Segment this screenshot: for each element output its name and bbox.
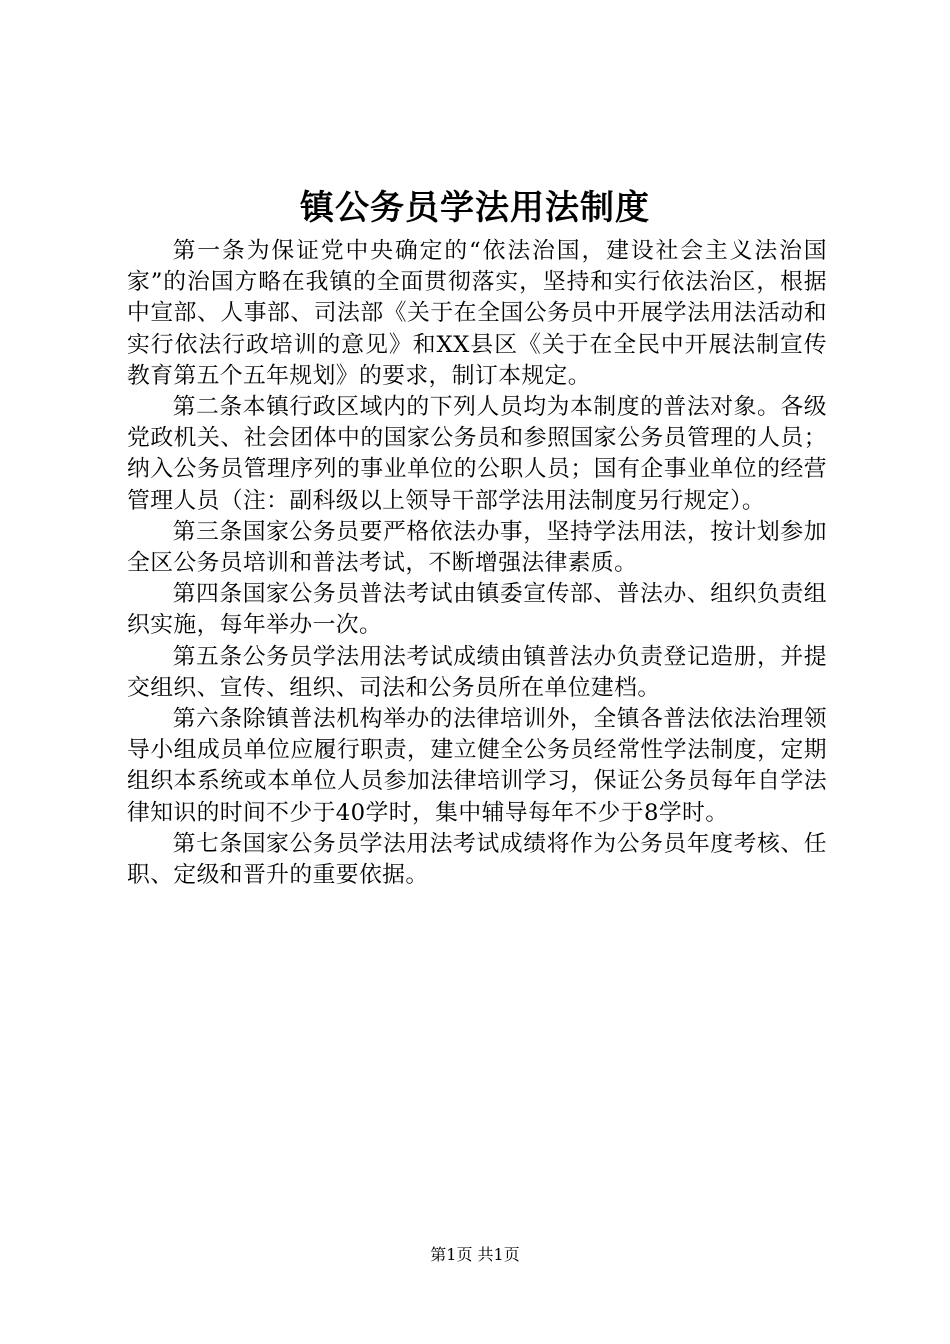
article-2-paragraph: 第二条本镇行政区域内的下列人员均为本制度的普法对象。各级党政机关、社会团体中的国家公务员和参照国家公务员管理的人员；纳入公务员管理序列的事业单位的公职人员；国有企事业单位的经营管理人员（注：副科级以上领导干部学法用法制度另行规定）。 — [127, 394, 827, 514]
article-7-paragraph: 第七条国家公务员学法用法考试成绩将作为公务员年度考核、任职、定级和晋升的重要依据。 — [127, 830, 827, 889]
article-4-paragraph: 第四条国家公务员普法考试由镇委宣传部、普法办、组织负责组织实施，每年举办一次。 — [127, 581, 827, 639]
article-5-paragraph: 第五条公务员学法用法考试成绩由镇普法办负责登记造册，并提交组织、宣传、组织、司法和公务员所在单位建档。 — [127, 643, 827, 701]
article-3-paragraph: 第三条国家公务员要严格依法办事，坚持学法用法，按计划参加全区公务员培训和普法考试，不断增强法律素质。 — [127, 518, 827, 577]
page-footer: 第1页 共1页 — [430, 1245, 520, 1264]
document-body — [127, 236, 827, 891]
article-6-paragraph: 第六条除镇普法机构举办的法律培训外，全镇各普法依法治理领导小组成员单位应履行职责，建立健全公务员经常性学法制度，定期组织本系统或本单位人员参加法律培训学习，保证公务员每年自学法律知识的时间不少于40学时，集中辅导每年不少于8学时。 — [127, 706, 827, 826]
document-title: 镇公务员学法用法制度 — [300, 188, 650, 228]
article-1-paragraph: 第一条为保证党中央确定的“依法治国，建设社会主义法治国家”的治国方略在我镇的全面贯彻落实，坚持和实行依法治区，根据中宣部、人事部、司法部《关于在全国公务员中开展学法用法活动和实行依法行政培训的意见》和XX县区《关于在全民中开展法制宣传教育第五个五年规划》的要求，制订本规定。 — [127, 238, 827, 389]
